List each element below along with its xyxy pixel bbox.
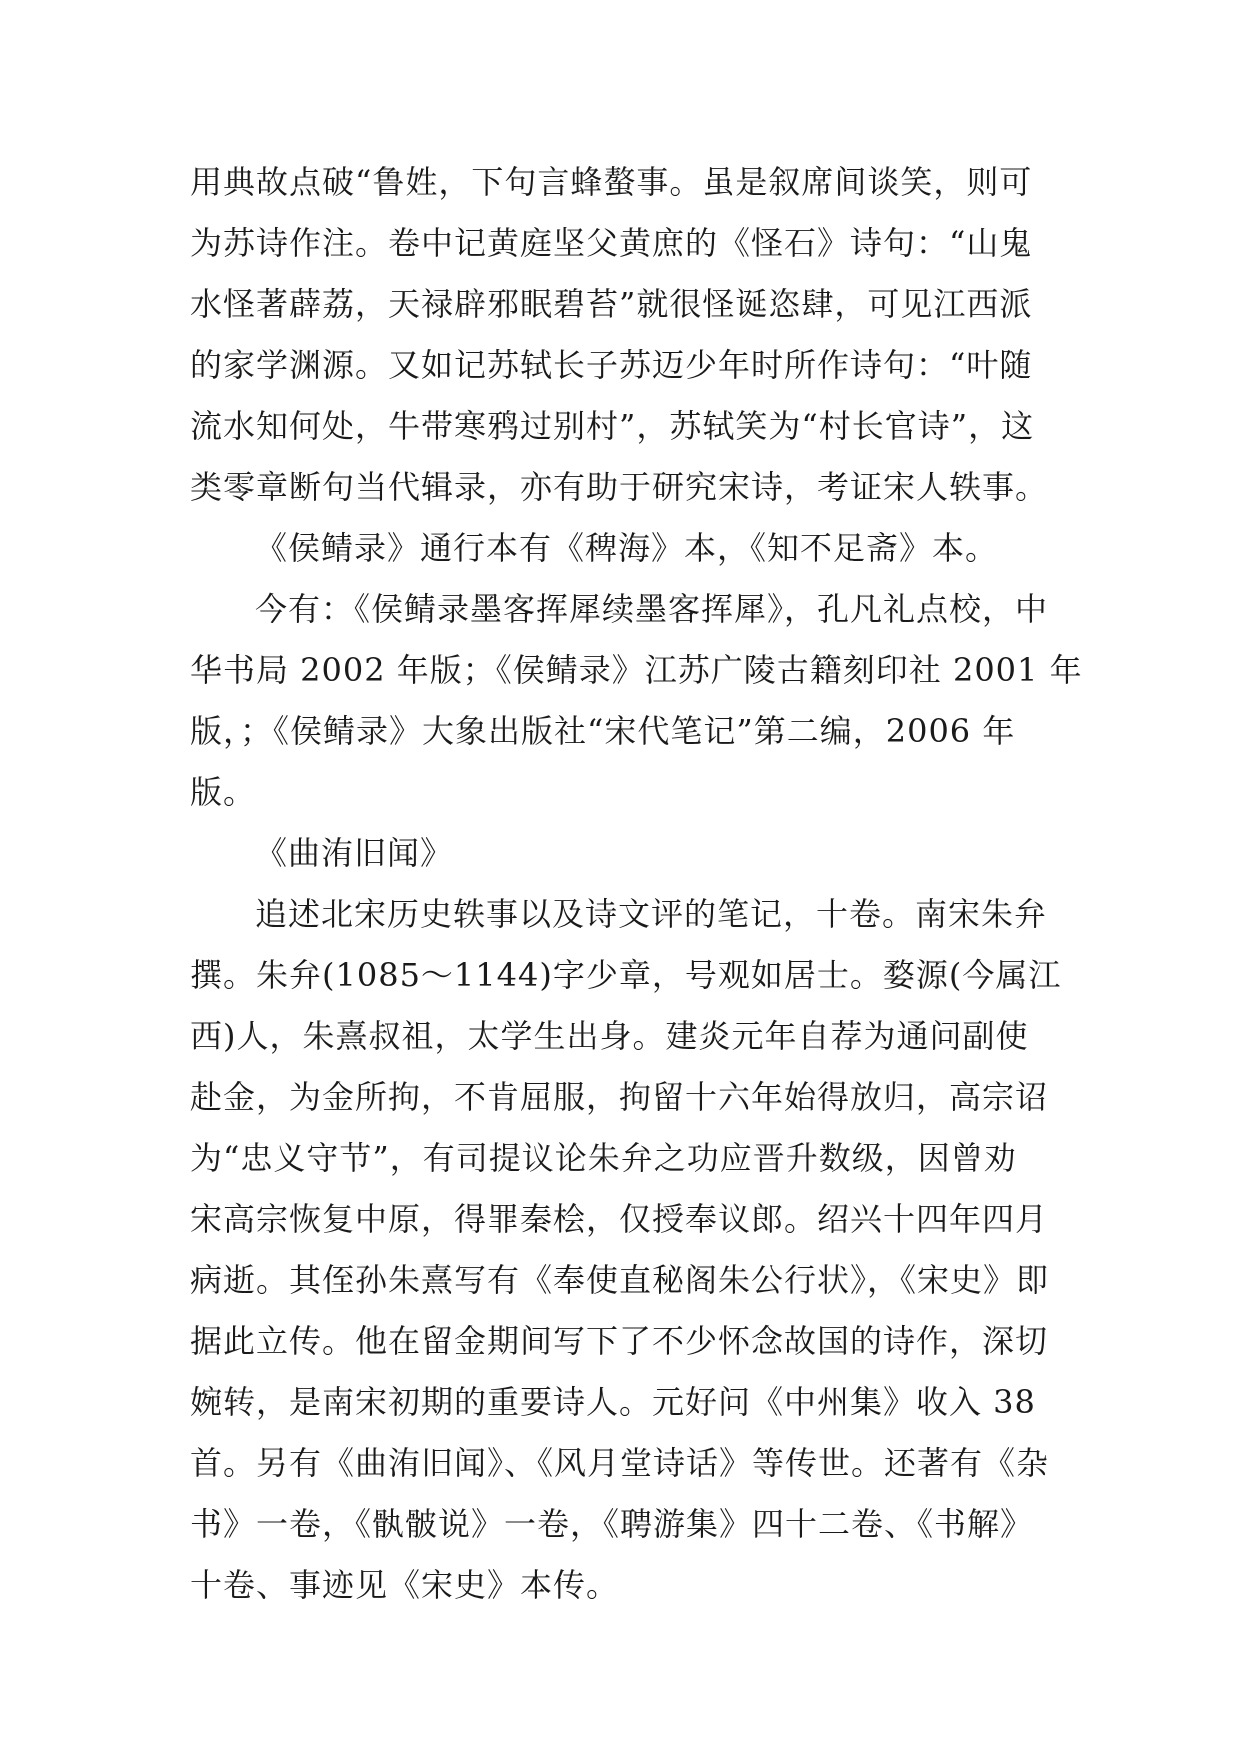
text-line-10: 版，；《侯鲭录》大象出版社“宋代笔记”第二编，2006 年: [190, 712, 1016, 750]
text-line-1: 用典故点破“鲁姓，下句言蜂螯事。虽是叙席间谈笑，则可: [190, 163, 1033, 201]
text-line-22: 首。另有《曲洧旧闻》、《风月堂诗话》等传世。还著有《杂: [190, 1444, 1050, 1482]
text-line-16: 赴金，为金所拘，不肯屈服，拘留十六年始得放归，高宗诏: [190, 1078, 1049, 1116]
text-line-21: 婉转，是南宋初期的重要诗人。元好问《中州集》收入 38: [190, 1383, 1036, 1421]
text-line-18: 宋高宗恢复中原，得罪秦桧，仅授奉议郎。绍兴十四年四月: [190, 1200, 1049, 1238]
text-line-6: 类零章断句当代辑录，亦有助于研究宋诗，考证宋人轶事。: [190, 468, 1049, 506]
text-line-4: 的家学渊源。又如记苏轼长子苏迈少年时所作诗句：“叶随: [190, 346, 1033, 384]
text-line-3: 水怪著薜荔，天禄辟邪眠碧苔”就很怪诞恣肆，可见江西派: [190, 285, 1033, 323]
text-line-9: 华书局 2002 年版；《侯鲭录》江苏广陵古籍刻印社 2001 年: [190, 651, 1083, 689]
text-line-19: 病逝。其侄孙朱熹写有《奉使直秘阁朱公行状》，《宋史》即: [190, 1261, 1050, 1299]
text-line-23: 书》一卷，《骫骳说》一卷，《聘游集》四十二卷、《书解》: [190, 1505, 1034, 1543]
text-line-24: 十卷、事迹见《宋史》本传。: [190, 1566, 620, 1604]
text-line-13: 追述北宋历史轶事以及诗文评的笔记，十卷。南宋朱弁: [255, 895, 1048, 933]
text-line-14: 撰。朱弁(1085～1144)字少章，号观如居士。婺源(今属江: [190, 956, 1062, 994]
section-title: 《曲洧旧闻》: [255, 834, 454, 872]
text-line-20: 据此立传。他在留金期间写下了不少怀念故国的诗作，深切: [190, 1322, 1049, 1360]
text-line-15: 西)人，朱熹叔祖，太学生出身。建炎元年自荐为通问副使: [190, 1017, 1029, 1055]
text-line-2: 为苏诗作注。卷中记黄庭坚父黄庶的《怪石》诗句：“山鬼: [190, 224, 1033, 262]
text-line-8: 今有：《侯鲭录墨客挥犀续墨客挥犀》，孔凡礼点校，中: [255, 590, 1049, 628]
text-line-7: 《侯鲭录》通行本有《稗海》本，《知不足斋》本。: [255, 529, 999, 567]
text-line-17: 为“忠义守节”，有司提议论朱弁之功应晋升数级，因曾劝: [190, 1139, 1017, 1177]
text-line-5: 流水知何处，牛带寒鸦过别村”，苏轼笑为“村长官诗”，这: [190, 407, 1035, 445]
text-line-11: 版。: [190, 773, 257, 811]
